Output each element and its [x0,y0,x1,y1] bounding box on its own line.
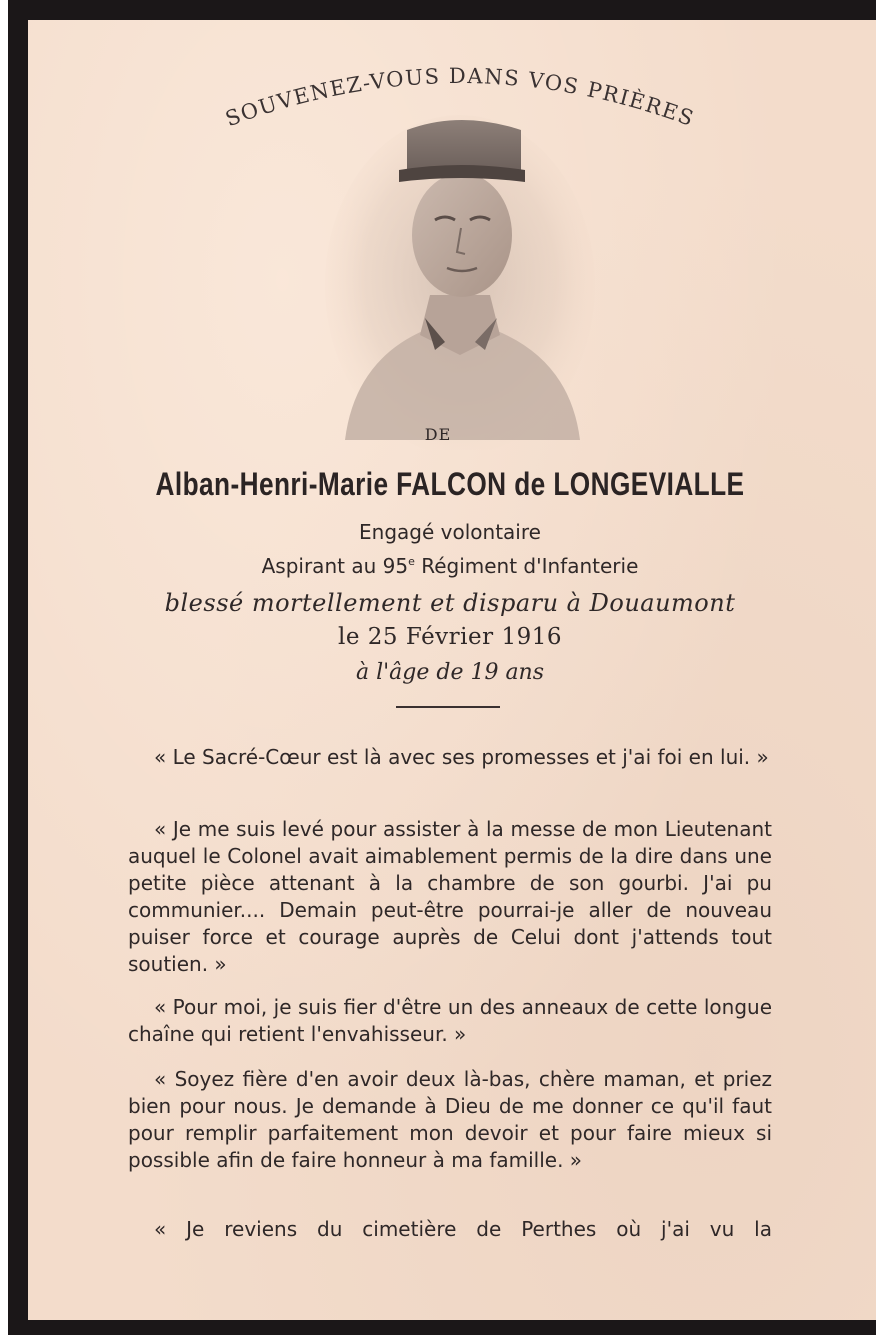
death-line: blessé mortellement et disparu à Douaumont [164,589,736,617]
quote-paragraph: « Le Sacré-Cœur est là avec ses promesses et j'ai foi en lui. » [154,745,769,769]
quote-paragraph: « Soyez fière d'en avoir deux là-bas, chère maman, et priez bien pour nous. Je demande à Dieu de me donner ce qu'il faut pour remplir parfaitement mon devoir et pour faire mieux si possible afin de faire honneur à ma famille. » [128,1067,772,1172]
age-line: à l'âge de 19 ans [355,660,545,685]
deceased-name: Alban-Henri-Marie FALCON de LONGEVIALLE [155,466,745,502]
regiment-text: Régiment d'Infanterie [414,554,639,578]
quote-paragraph: « Je me suis levé pour assister à la messe de mon Lieutenant auquel le Colonel avait aimablement permis de la dire dans une petite pièce attenant à la chambre de son gourbi. J'ai pu communier.... Demain peut-être pourrai-je aller de nouveau puiser force et courage auprès de Celui dont j'attends tout soutien. » [128,817,772,976]
soldier-portrait-photo [325,110,595,450]
aspirant-text: Aspirant au 95 [261,554,409,578]
quote-paragraph: « Je reviens du cimetière de Perthes où j'ai vu la [154,1217,772,1241]
de-label: DE [424,425,452,444]
aspirant-line [0,554,876,578]
date-line: le 25 Février 1916 [338,624,562,650]
engage-line: Engagé volontaire [359,520,541,544]
aspirant-superscript: e [408,555,415,568]
header-text: SOUVENEZ-VOUS DANS VOS PRIÈRES [222,63,698,132]
quote-paragraph: « Pour moi, je suis fier d'être un des anneaux de cette longue chaîne qui retient l'envahisseur. » [128,995,772,1046]
divider-rule [396,706,500,708]
